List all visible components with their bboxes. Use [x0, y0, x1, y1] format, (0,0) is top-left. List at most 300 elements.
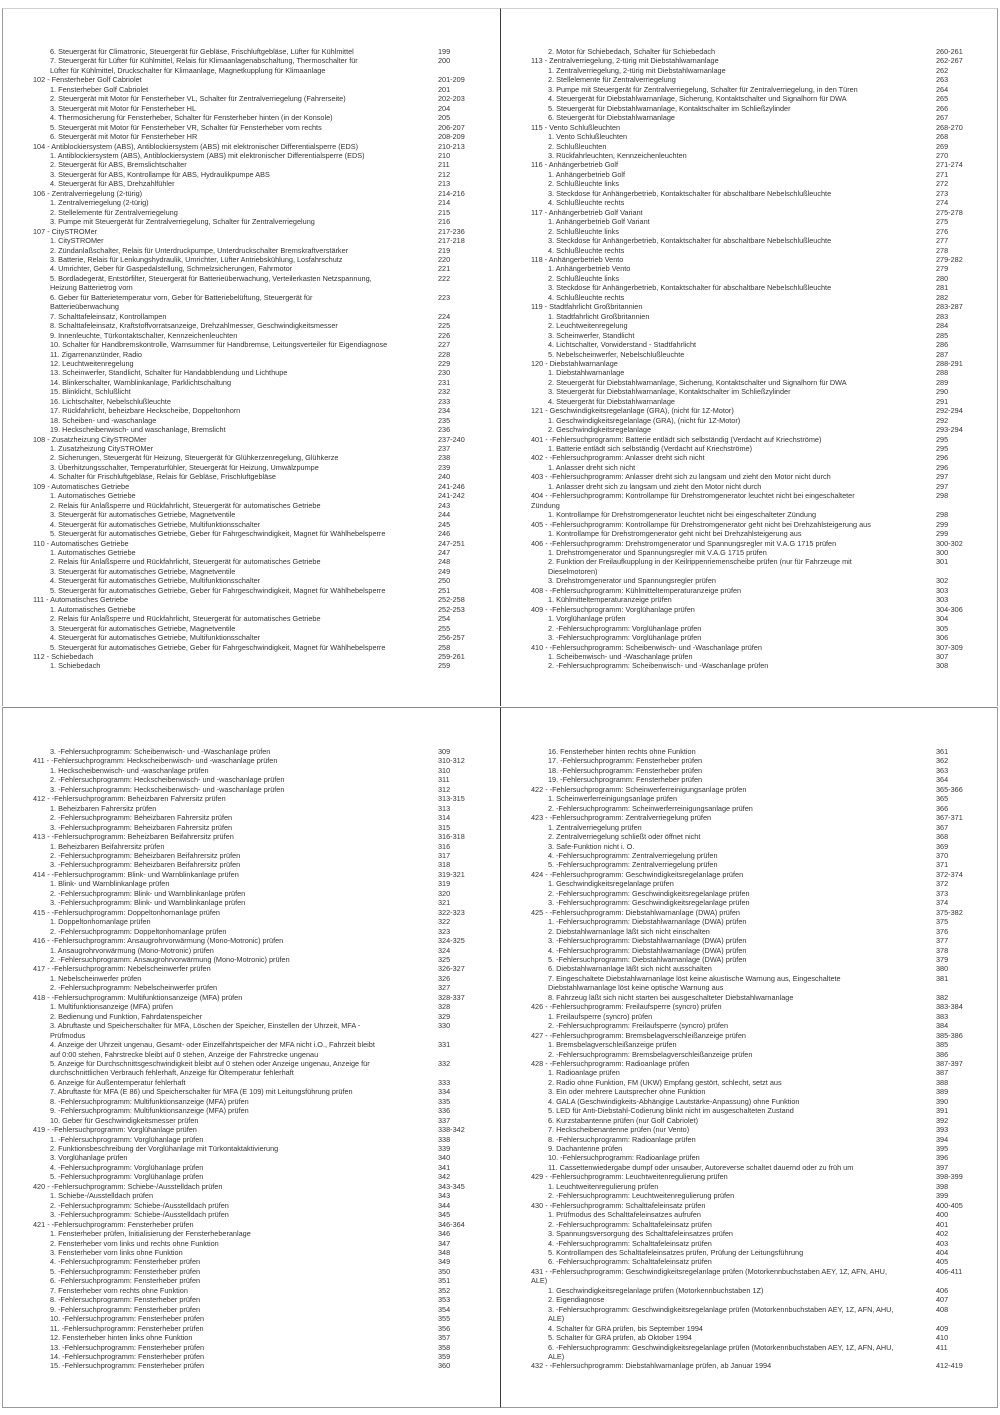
- toc-item-entry[interactable]: [3, 775, 499, 784]
- toc-item-entry[interactable]: [501, 444, 997, 453]
- toc-section-entry[interactable]: [501, 453, 997, 462]
- toc-item-entry[interactable]: [501, 142, 997, 151]
- page-number: 340: [438, 1153, 451, 1163]
- toc-item-entry[interactable]: [501, 879, 997, 888]
- toc-section-entry[interactable]: [501, 160, 997, 169]
- toc-item-entry[interactable]: [501, 1144, 997, 1153]
- page-number: 346-364: [438, 1219, 465, 1229]
- toc-item-entry[interactable]: [3, 1021, 499, 1040]
- toc-item-entry[interactable]: [3, 123, 499, 132]
- toc-item-entry[interactable]: [3, 217, 499, 226]
- toc-item-entry[interactable]: [3, 104, 499, 113]
- page-number: 375: [936, 917, 949, 927]
- toc-item-entry[interactable]: [3, 444, 499, 453]
- entry-title: 3. -Fehlersuchprogramm: Scheibenwisch- und -Waschanlage prüfen: [50, 747, 271, 756]
- page-number: 259-261: [438, 652, 465, 661]
- toc-section-entry[interactable]: [501, 813, 997, 822]
- toc-item-entry[interactable]: [3, 1078, 499, 1087]
- toc-item-entry[interactable]: [3, 274, 499, 293]
- toc-section-entry[interactable]: [501, 1002, 997, 1011]
- toc-item-entry[interactable]: [3, 1314, 499, 1323]
- page-number: 232: [438, 387, 451, 397]
- toc-item-entry[interactable]: [3, 397, 499, 406]
- page-number: 356: [438, 1323, 451, 1333]
- toc-item-entry[interactable]: [3, 747, 499, 756]
- toc-item-entry[interactable]: [3, 47, 499, 56]
- toc-item-entry[interactable]: [3, 472, 499, 481]
- toc-section-entry[interactable]: [3, 435, 499, 444]
- toc-section-entry[interactable]: [3, 227, 499, 236]
- toc-item-entry[interactable]: [501, 151, 997, 160]
- toc-item-entry[interactable]: [3, 520, 499, 529]
- toc-item-entry[interactable]: [501, 1078, 997, 1087]
- toc-section-entry[interactable]: [3, 1125, 499, 1134]
- toc-item-entry[interactable]: [501, 927, 997, 936]
- toc-item-entry[interactable]: [3, 1040, 499, 1059]
- toc-item-entry[interactable]: [3, 264, 499, 273]
- toc-item-entry[interactable]: [501, 889, 997, 898]
- toc-section-entry[interactable]: [3, 756, 499, 765]
- toc-item-entry[interactable]: [3, 1248, 499, 1257]
- page-number: 204: [438, 103, 451, 113]
- toc-item-entry[interactable]: [501, 548, 997, 557]
- toc-section-entry[interactable]: [501, 302, 997, 311]
- page-number: 300: [936, 548, 949, 558]
- entry-title: [501, 491, 997, 510]
- toc-item-entry[interactable]: [501, 378, 997, 387]
- toc-item-entry[interactable]: [3, 766, 499, 775]
- toc-item-entry[interactable]: [501, 936, 997, 945]
- toc-section-entry[interactable]: [3, 964, 499, 973]
- toc-item-entry[interactable]: [501, 1106, 997, 1115]
- entry-title: 415 - -Fehlersuchprogramm: Doppeltonhornanlage prüfen: [33, 907, 220, 917]
- toc-item-entry[interactable]: [501, 1257, 997, 1266]
- toc-item-entry[interactable]: [501, 917, 997, 926]
- toc-item-entry[interactable]: [3, 567, 499, 576]
- page-number: 365: [936, 794, 949, 804]
- toc-item-entry[interactable]: [501, 1021, 997, 1030]
- toc-item-entry[interactable]: [3, 804, 499, 813]
- toc-item-entry[interactable]: [3, 661, 499, 670]
- toc-item-entry[interactable]: [501, 804, 997, 813]
- toc-item-entry[interactable]: [501, 1068, 997, 1077]
- toc-item-entry[interactable]: [3, 56, 499, 75]
- entry-title: 2. -Fehlersuchprogramm: Geschwindigkeitsregelanlage prüfen: [548, 888, 750, 898]
- toc-section-entry[interactable]: [3, 595, 499, 604]
- toc-section-entry[interactable]: [501, 1361, 997, 1370]
- entry-title: 11. -Fehlersuchprogramm: Fensterheber prüfen: [50, 1323, 204, 1333]
- toc-item-entry[interactable]: [3, 557, 499, 566]
- page-number: 311: [438, 775, 450, 785]
- toc-item-entry[interactable]: [501, 217, 997, 226]
- toc-item-entry[interactable]: [501, 1333, 997, 1342]
- toc-section-entry[interactable]: [3, 936, 499, 945]
- toc-item-entry[interactable]: [3, 1257, 499, 1266]
- toc-item-entry[interactable]: [3, 1106, 499, 1115]
- toc-section-entry[interactable]: [501, 255, 997, 264]
- toc-item-entry[interactable]: [3, 491, 499, 500]
- toc-item-entry[interactable]: [3, 1144, 499, 1153]
- toc-item-entry[interactable]: [3, 823, 499, 832]
- toc-section-entry[interactable]: [3, 1182, 499, 1191]
- toc-item-entry[interactable]: [3, 1295, 499, 1304]
- toc-section-entry[interactable]: [501, 539, 997, 548]
- toc-item-entry[interactable]: [501, 283, 997, 292]
- toc-item-entry[interactable]: [501, 1040, 997, 1049]
- toc-item-entry[interactable]: [501, 416, 997, 425]
- toc-item-entry[interactable]: [501, 189, 997, 198]
- toc-item-entry[interactable]: [501, 766, 997, 775]
- toc-item-entry[interactable]: [3, 85, 499, 94]
- toc-item-entry[interactable]: [3, 576, 499, 585]
- toc-item-entry[interactable]: [3, 1361, 499, 1370]
- entry-title: 104 - Antiblockiersystem (ABS), Antiblockiersystem (ABS) mit elektronischer Differentialsperre (EDS): [33, 141, 359, 151]
- toc-item-entry[interactable]: [3, 1135, 499, 1144]
- toc-item-entry[interactable]: [3, 1305, 499, 1314]
- toc-item-entry[interactable]: [3, 605, 499, 614]
- toc-section-entry[interactable]: [501, 1031, 997, 1040]
- toc-section-entry[interactable]: [501, 491, 997, 510]
- toc-item-entry[interactable]: [3, 1201, 499, 1210]
- toc-item-entry[interactable]: [501, 510, 997, 519]
- toc-item-entry[interactable]: [3, 1087, 499, 1096]
- page-number: 371: [936, 860, 949, 870]
- toc-item-entry[interactable]: [3, 1343, 499, 1352]
- toc-item-entry[interactable]: [501, 75, 997, 84]
- toc-item-entry[interactable]: [3, 851, 499, 860]
- toc-item-entry[interactable]: [3, 293, 499, 312]
- toc-item-entry[interactable]: [3, 860, 499, 869]
- toc-item-entry[interactable]: [501, 227, 997, 236]
- toc-item-entry[interactable]: [501, 1163, 997, 1172]
- toc-item-entry[interactable]: [501, 321, 997, 330]
- toc-section-entry[interactable]: [3, 482, 499, 491]
- toc-item-entry[interactable]: [3, 586, 499, 595]
- toc-item-entry[interactable]: [501, 747, 997, 756]
- toc-section-entry[interactable]: [3, 794, 499, 803]
- toc-item-entry[interactable]: [501, 624, 997, 633]
- toc-item-entry[interactable]: [3, 1267, 499, 1276]
- toc-item-entry[interactable]: [501, 775, 997, 784]
- toc-item-entry[interactable]: [501, 104, 997, 113]
- toc-item-entry[interactable]: [3, 463, 499, 472]
- toc-item-entry[interactable]: [3, 614, 499, 623]
- toc-item-entry[interactable]: [501, 236, 997, 245]
- toc-section-entry[interactable]: [501, 359, 997, 368]
- toc-item-entry[interactable]: [3, 1097, 499, 1106]
- toc-section-entry[interactable]: [3, 908, 499, 917]
- toc-item-entry[interactable]: [3, 113, 499, 122]
- entry-title: 16. Fensterheber hinten rechts ohne Funktion: [548, 747, 696, 756]
- toc-item-entry[interactable]: [501, 340, 997, 349]
- entry-title: 2. Stellelemente für Zentralverriegelung: [548, 75, 676, 85]
- toc-item-entry[interactable]: [501, 368, 997, 377]
- toc-item-entry[interactable]: [3, 1324, 499, 1333]
- toc-item-entry[interactable]: [3, 1352, 499, 1361]
- page-number: 387: [936, 1068, 949, 1078]
- toc-section-entry[interactable]: [501, 1267, 997, 1286]
- toc-item-entry[interactable]: [3, 198, 499, 207]
- toc-item-entry[interactable]: [3, 927, 499, 936]
- entry-title: 15. -Fehlersuchprogramm: Fensterheber prüfen: [50, 1361, 205, 1371]
- page-top-right: [500, 8, 998, 706]
- toc-item-entry[interactable]: [3, 785, 499, 794]
- toc-item-entry[interactable]: [3, 889, 499, 898]
- toc-item-entry[interactable]: [501, 993, 997, 1002]
- toc-section-entry[interactable]: [501, 870, 997, 879]
- toc-item-entry[interactable]: [3, 170, 499, 179]
- page-number: 412-419: [936, 1361, 963, 1371]
- toc-item-entry[interactable]: [501, 1125, 997, 1134]
- toc-item-entry[interactable]: [501, 387, 997, 396]
- page-number: 206-207: [438, 122, 465, 132]
- toc-item-entry[interactable]: [3, 1210, 499, 1219]
- toc-item-entry[interactable]: [501, 974, 997, 993]
- toc-item-entry[interactable]: [3, 1333, 499, 1342]
- toc-section-entry[interactable]: [501, 1172, 997, 1181]
- toc-item-entry[interactable]: [3, 208, 499, 217]
- toc-item-entry[interactable]: [3, 321, 499, 330]
- toc-item-entry[interactable]: [3, 94, 499, 103]
- toc-item-entry[interactable]: [3, 946, 499, 955]
- toc-section-entry[interactable]: [501, 1201, 997, 1210]
- toc-item-entry[interactable]: [3, 1163, 499, 1172]
- toc-item-entry[interactable]: [3, 151, 499, 160]
- toc-item-entry[interactable]: [501, 274, 997, 283]
- page-number: 397: [936, 1162, 949, 1172]
- toc-item-entry[interactable]: [501, 293, 997, 302]
- toc-item-entry[interactable]: [3, 1059, 499, 1078]
- toc-item-entry[interactable]: [501, 652, 997, 661]
- toc-item-entry[interactable]: [3, 633, 499, 642]
- entry-title: 1. Anlasser dreht sich nicht: [548, 462, 636, 472]
- toc-item-entry[interactable]: [501, 113, 997, 122]
- toc-item-entry[interactable]: [3, 246, 499, 255]
- toc-item-entry[interactable]: [3, 368, 499, 377]
- toc-section-entry[interactable]: [3, 870, 499, 879]
- toc-section-entry[interactable]: [501, 56, 997, 65]
- toc-item-entry[interactable]: [501, 1239, 997, 1248]
- page-top-left: [2, 8, 500, 706]
- toc-item-entry[interactable]: [3, 1116, 499, 1125]
- toc-section-entry[interactable]: [501, 435, 997, 444]
- toc-item-entry[interactable]: [501, 1116, 997, 1125]
- toc-item-entry[interactable]: [3, 387, 499, 396]
- page-number: 247: [438, 548, 451, 558]
- toc-item-entry[interactable]: [501, 557, 997, 576]
- toc-item-entry[interactable]: [3, 548, 499, 557]
- page-number: 386: [936, 1049, 949, 1059]
- toc-item-entry[interactable]: [501, 842, 997, 851]
- toc-item-entry[interactable]: [3, 983, 499, 992]
- toc-section-entry[interactable]: [501, 605, 997, 614]
- entry-title: 1. Automatisches Getriebe: [50, 491, 136, 501]
- toc-section-entry[interactable]: [501, 520, 997, 529]
- toc-item-entry[interactable]: [501, 1210, 997, 1219]
- toc-item-entry[interactable]: [501, 823, 997, 832]
- page-number: 399: [936, 1191, 949, 1201]
- toc-item-entry[interactable]: [501, 898, 997, 907]
- entry-title: 115 - Vento Schlußleuchten: [531, 122, 621, 132]
- toc-section-entry[interactable]: [501, 586, 997, 595]
- toc-item-entry[interactable]: [501, 946, 997, 955]
- toc-item-entry[interactable]: [501, 1324, 997, 1333]
- toc-item-entry[interactable]: [501, 1248, 997, 1257]
- toc-item-entry[interactable]: [501, 1012, 997, 1021]
- toc-item-entry[interactable]: [3, 312, 499, 321]
- toc-item-entry[interactable]: [501, 964, 997, 973]
- page-number: 319-321: [438, 869, 465, 879]
- toc-item-entry[interactable]: [501, 47, 997, 56]
- toc-section-entry[interactable]: [3, 993, 499, 1002]
- toc-item-entry[interactable]: [501, 595, 997, 604]
- toc-item-entry[interactable]: [501, 661, 997, 670]
- toc-item-entry[interactable]: [501, 170, 997, 179]
- toc-item-entry[interactable]: [501, 482, 997, 491]
- toc-item-entry[interactable]: [3, 624, 499, 633]
- toc-item-entry[interactable]: [3, 132, 499, 141]
- toc-section-entry[interactable]: [501, 406, 997, 415]
- page-number: 220: [438, 254, 451, 264]
- toc-item-entry[interactable]: [3, 416, 499, 425]
- toc-section-entry[interactable]: [3, 75, 499, 84]
- page-number: 332: [438, 1058, 451, 1068]
- toc-section-entry[interactable]: [501, 472, 997, 481]
- toc-item-entry[interactable]: [501, 1229, 997, 1238]
- toc-item-entry[interactable]: [501, 312, 997, 321]
- toc-item-entry[interactable]: [501, 633, 997, 642]
- page-number: 398-399: [936, 1172, 963, 1182]
- toc-item-entry[interactable]: [3, 1239, 499, 1248]
- toc-item-entry[interactable]: [3, 1172, 499, 1181]
- toc-item-entry[interactable]: [3, 1191, 499, 1200]
- toc-item-entry[interactable]: [3, 510, 499, 519]
- toc-item-entry[interactable]: [3, 160, 499, 169]
- entry-title: 2. Diebstahlwarnanlage läßt sich nicht einschalten: [548, 926, 710, 936]
- toc-item-entry[interactable]: [501, 1343, 997, 1362]
- toc-item-entry[interactable]: [3, 359, 499, 368]
- toc-section-entry[interactable]: [3, 1220, 499, 1229]
- toc-section-entry[interactable]: [3, 832, 499, 841]
- toc-item-entry[interactable]: [3, 425, 499, 434]
- toc-item-entry[interactable]: [3, 643, 499, 652]
- toc-item-entry[interactable]: [3, 1012, 499, 1021]
- toc-item-entry[interactable]: [3, 1286, 499, 1295]
- toc-item-entry[interactable]: [501, 756, 997, 765]
- toc-item-entry[interactable]: [3, 1002, 499, 1011]
- page-number: 247-251: [438, 538, 465, 548]
- entry-title: 6. -Fehlersuchprogramm: Fensterheber prüfen: [50, 1276, 201, 1286]
- toc-item-entry[interactable]: [501, 1153, 997, 1162]
- toc-item-entry[interactable]: [3, 350, 499, 359]
- page-number: 289: [936, 377, 949, 387]
- toc-item-entry[interactable]: [501, 794, 997, 803]
- toc-item-entry[interactable]: [501, 614, 997, 623]
- toc-item-entry[interactable]: [3, 378, 499, 387]
- toc-item-entry[interactable]: [3, 255, 499, 264]
- toc-item-entry[interactable]: [3, 974, 499, 983]
- toc-item-entry[interactable]: [501, 350, 997, 359]
- toc-item-entry[interactable]: [501, 576, 997, 585]
- toc-item-entry[interactable]: [501, 132, 997, 141]
- toc-item-entry[interactable]: [501, 832, 997, 841]
- toc-item-entry[interactable]: [501, 1135, 997, 1144]
- toc-section-entry[interactable]: [501, 908, 997, 917]
- toc-item-entry[interactable]: [501, 198, 997, 207]
- toc-section-entry[interactable]: [3, 142, 499, 151]
- toc-item-entry[interactable]: [3, 955, 499, 964]
- toc-item-entry[interactable]: [3, 453, 499, 462]
- toc-item-entry[interactable]: [3, 179, 499, 188]
- toc-item-entry[interactable]: [501, 264, 997, 273]
- toc-item-entry[interactable]: [501, 94, 997, 103]
- toc-item-entry[interactable]: [3, 879, 499, 888]
- toc-item-entry[interactable]: [3, 236, 499, 245]
- toc-item-entry[interactable]: [501, 1182, 997, 1191]
- entry-title: 4. -Fehlersuchprogramm: Fensterheber prüfen: [50, 1257, 201, 1267]
- toc-item-entry[interactable]: [501, 66, 997, 75]
- toc-item-entry[interactable]: [501, 1050, 997, 1059]
- toc-item-entry[interactable]: [3, 1153, 499, 1162]
- page-number: 391: [936, 1106, 949, 1116]
- toc-item-entry[interactable]: [501, 179, 997, 188]
- toc-item-entry[interactable]: [3, 1276, 499, 1285]
- toc-item-entry[interactable]: [501, 425, 997, 434]
- toc-section-entry[interactable]: [501, 1059, 997, 1068]
- toc-item-entry[interactable]: [501, 397, 997, 406]
- toc-item-entry[interactable]: [3, 1229, 499, 1238]
- toc-section-entry[interactable]: [3, 652, 499, 661]
- toc-item-entry[interactable]: [501, 1087, 997, 1096]
- toc-item-entry[interactable]: [3, 898, 499, 907]
- toc-item-entry[interactable]: [501, 85, 997, 94]
- toc-item-entry[interactable]: [501, 529, 997, 538]
- toc-section-entry[interactable]: [501, 208, 997, 217]
- page-number: 344: [438, 1200, 451, 1210]
- toc-item-entry[interactable]: [501, 860, 997, 869]
- toc-item-entry[interactable]: [501, 1305, 997, 1324]
- toc-item-entry[interactable]: [501, 463, 997, 472]
- toc-section-entry[interactable]: [3, 539, 499, 548]
- toc-item-entry[interactable]: [3, 813, 499, 822]
- toc-item-entry[interactable]: [3, 406, 499, 415]
- toc-section-entry[interactable]: [501, 643, 997, 652]
- toc-item-entry[interactable]: [501, 1286, 997, 1295]
- toc-item-entry[interactable]: [3, 331, 499, 340]
- toc-item-entry[interactable]: [501, 955, 997, 964]
- toc-item-entry[interactable]: [501, 851, 997, 860]
- toc-item-entry[interactable]: [501, 1191, 997, 1200]
- toc-item-entry[interactable]: [501, 246, 997, 255]
- page-number: 337: [438, 1115, 451, 1125]
- toc-item-entry[interactable]: [3, 501, 499, 510]
- entry-title: 1. Leuchtweitenregulierung prüfen: [548, 1181, 659, 1191]
- page-number: 226: [438, 330, 451, 340]
- toc-section-entry[interactable]: [3, 189, 499, 198]
- toc-item-entry[interactable]: [3, 529, 499, 538]
- toc-item-entry[interactable]: [3, 917, 499, 926]
- toc-item-entry[interactable]: [501, 1295, 997, 1304]
- toc-section-entry[interactable]: [501, 123, 997, 132]
- toc-item-entry[interactable]: [501, 1220, 997, 1229]
- toc-item-entry[interactable]: [501, 1097, 997, 1106]
- toc-item-entry[interactable]: [501, 331, 997, 340]
- toc-item-entry[interactable]: [3, 842, 499, 851]
- page-number: 402: [936, 1229, 949, 1239]
- page-number: 230: [438, 368, 451, 378]
- toc-item-entry[interactable]: [3, 340, 499, 349]
- toc-section-entry[interactable]: [501, 785, 997, 794]
